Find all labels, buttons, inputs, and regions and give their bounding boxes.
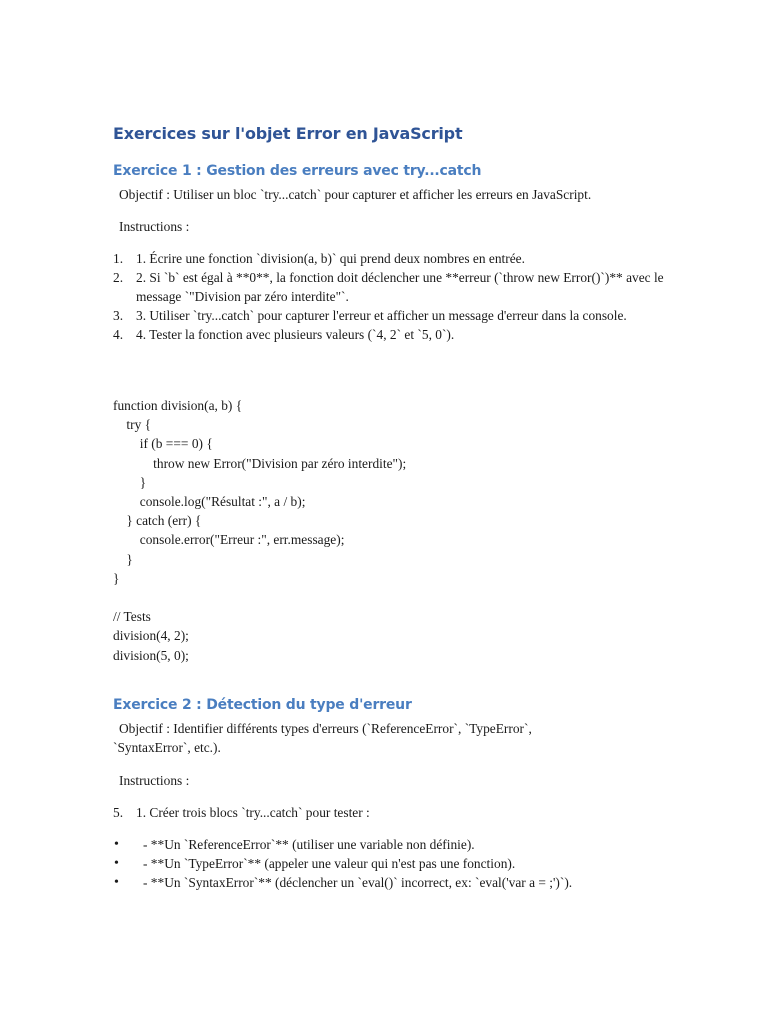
list-item-number: 5. (113, 805, 124, 820)
code-line: } (113, 551, 133, 567)
list-item-number: 1. (113, 251, 124, 266)
list-item (113, 306, 673, 325)
list-item-text: 1. Écrire une fonction `division(a, b)` qui prend deux nombres en entrée. (136, 251, 525, 266)
list-item-number: 3. (113, 308, 124, 323)
exercise2-heading: Exercice 2 : Détection du type d'erreur (113, 697, 412, 713)
exercise2-objective-line1: Objectif : Identifier différents types d'erreurs (`ReferenceError`, `TypeError`, (119, 721, 532, 736)
list-item-text: - **Un `TypeError`** (appeler une valeur qui n'est pas une fonction). (143, 856, 516, 871)
code-line: if (b === 0) { (113, 436, 213, 452)
exercise1-code-block (113, 396, 406, 665)
exercise1-objective: Objectif : Utiliser un bloc `try...catch` pour capturer et afficher les erreurs en JavaScript. (119, 187, 592, 202)
document-title: Exercices sur l'objet Error en JavaScript (113, 124, 463, 143)
code-line: division(5, 0); (113, 647, 189, 663)
list-item-number: 4. (113, 327, 124, 342)
exercise2-objective-line2: `SyntaxError`, etc.). (113, 740, 221, 755)
list-item (113, 803, 673, 822)
code-line: throw new Error("Division par zéro interdite"); (113, 455, 407, 471)
list-item (113, 835, 673, 854)
list-item (113, 854, 673, 873)
list-item-text: 4. Tester la fonction avec plusieurs valeurs (`4, 2` et `5, 0`). (136, 327, 455, 342)
list-item-text: 2. Si `b` est égal à **0**, la fonction doit déclencher une **erreur (`throw new Error()`)** avec le message `"Division par zéro interdite"`. (136, 270, 664, 304)
code-line: } catch (err) { (113, 513, 202, 529)
list-item-text: - **Un `SyntaxError`** (déclencher un `eval()` incorrect, ex: `eval('var a = ;')`). (143, 875, 573, 890)
code-line: console.error("Erreur :", err.message); (113, 532, 345, 548)
list-item-text: 3. Utiliser `try...catch` pour capturer l'erreur et afficher un message d'erreur dans la console. (136, 308, 627, 323)
list-item (113, 325, 673, 344)
exercise1-heading: Exercice 1 : Gestion des erreurs avec try...catch (113, 163, 482, 179)
list-item (113, 249, 673, 268)
bullet-icon: • (114, 875, 119, 890)
exercise2-steps-list (113, 803, 673, 822)
code-line: try { (113, 417, 152, 433)
code-line: } (113, 474, 147, 490)
code-line: division(4, 2); (113, 628, 189, 644)
exercise2-instructions-label: Instructions : (119, 773, 190, 788)
list-item (113, 873, 673, 892)
exercise2-bullet-list (113, 835, 673, 892)
list-item-text: 1. Créer trois blocs `try...catch` pour tester : (136, 805, 370, 820)
code-line: function division(a, b) { (113, 398, 243, 413)
list-item-number: 2. (113, 270, 124, 285)
code-line: // Tests (113, 609, 151, 625)
bullet-icon: • (114, 837, 119, 852)
list-item-text: - **Un `ReferenceError`** (utiliser une variable non définie). (143, 837, 475, 852)
bullet-icon: • (114, 856, 119, 871)
exercise1-instructions-label: Instructions : (119, 219, 190, 234)
code-line: } (113, 570, 120, 586)
code-line: console.log("Résultat :", a / b); (113, 494, 306, 510)
list-item (113, 268, 673, 306)
exercise1-steps-list (113, 249, 673, 344)
